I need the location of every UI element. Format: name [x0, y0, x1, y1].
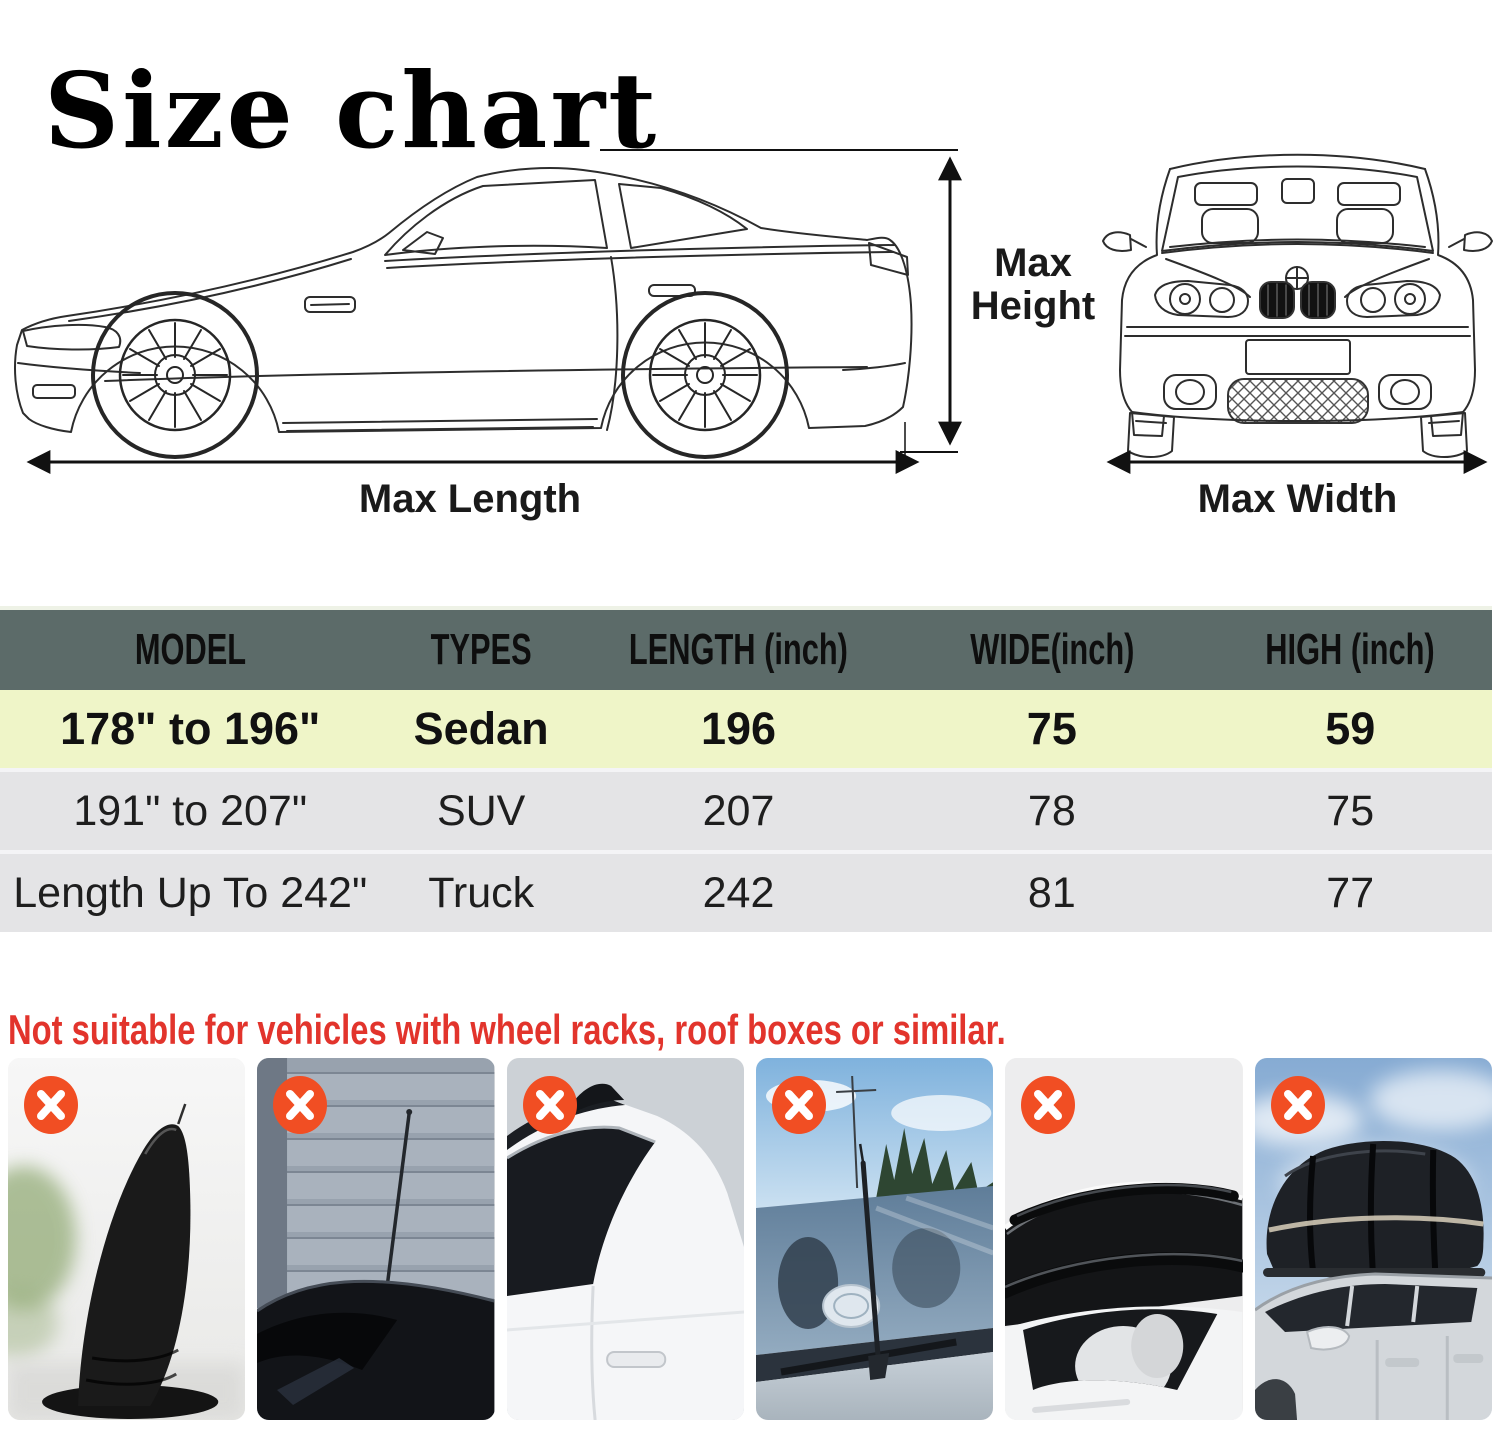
x-icon: [1021, 1076, 1075, 1134]
photo-roof-cargo-bag: [1255, 1058, 1492, 1420]
unsuitable-examples-strip: [8, 1058, 1492, 1420]
header-length: LENGTH (inch): [629, 625, 849, 674]
header-wide: WIDE(inch): [969, 625, 1134, 674]
cell-length: 207: [702, 786, 775, 835]
max-length-label: Max Length: [358, 477, 582, 521]
cell-type: Sedan: [413, 703, 549, 754]
x-icon: [1271, 1076, 1325, 1134]
x-icon: [273, 1076, 327, 1134]
table-row-sedan: [0, 690, 1492, 768]
photo-roof-rails: [1005, 1058, 1242, 1420]
header-high: HIGH (inch): [1265, 625, 1435, 674]
cell-length: 242: [702, 868, 775, 917]
cell-model: 178" to 196": [60, 703, 321, 754]
warning-text: Not suitable for vehicles with wheel racks, roof boxes or similar.: [8, 1006, 1006, 1053]
cell-length: 196: [700, 703, 777, 754]
photo-whip-antenna: [257, 1058, 494, 1420]
page-title: Size chart: [44, 48, 660, 172]
table-row-suv: [0, 768, 1492, 850]
size-table: [0, 606, 1492, 932]
max-height-label: Max Height: [970, 241, 1096, 329]
header-model: MODEL: [134, 625, 246, 674]
max-width-label: Max Width: [1197, 477, 1398, 521]
x-icon: [523, 1076, 577, 1134]
cell-model: 191" to 207": [73, 786, 308, 835]
photo-shark-fin-antenna: [8, 1058, 245, 1420]
header-types: TYPES: [430, 625, 532, 674]
cell-type: SUV: [436, 786, 526, 835]
table-header-row: [0, 606, 1492, 690]
cell-type: Truck: [428, 868, 535, 917]
dimensions-diagram: [0, 130, 1500, 560]
table-row-truck: [0, 850, 1492, 932]
photo-roof-fin-spoiler: [507, 1058, 744, 1420]
x-icon: [24, 1076, 78, 1134]
x-icon: [772, 1076, 826, 1134]
cell-model: Length Up To 242": [13, 868, 368, 917]
cell-high: 77: [1326, 868, 1375, 917]
cell-wide: 81: [1027, 868, 1076, 917]
cell-high: 59: [1325, 703, 1376, 754]
photo-hood-antenna: [756, 1058, 993, 1420]
cell-wide: 75: [1026, 703, 1077, 754]
cell-high: 75: [1326, 786, 1375, 835]
cell-wide: 78: [1027, 786, 1076, 835]
